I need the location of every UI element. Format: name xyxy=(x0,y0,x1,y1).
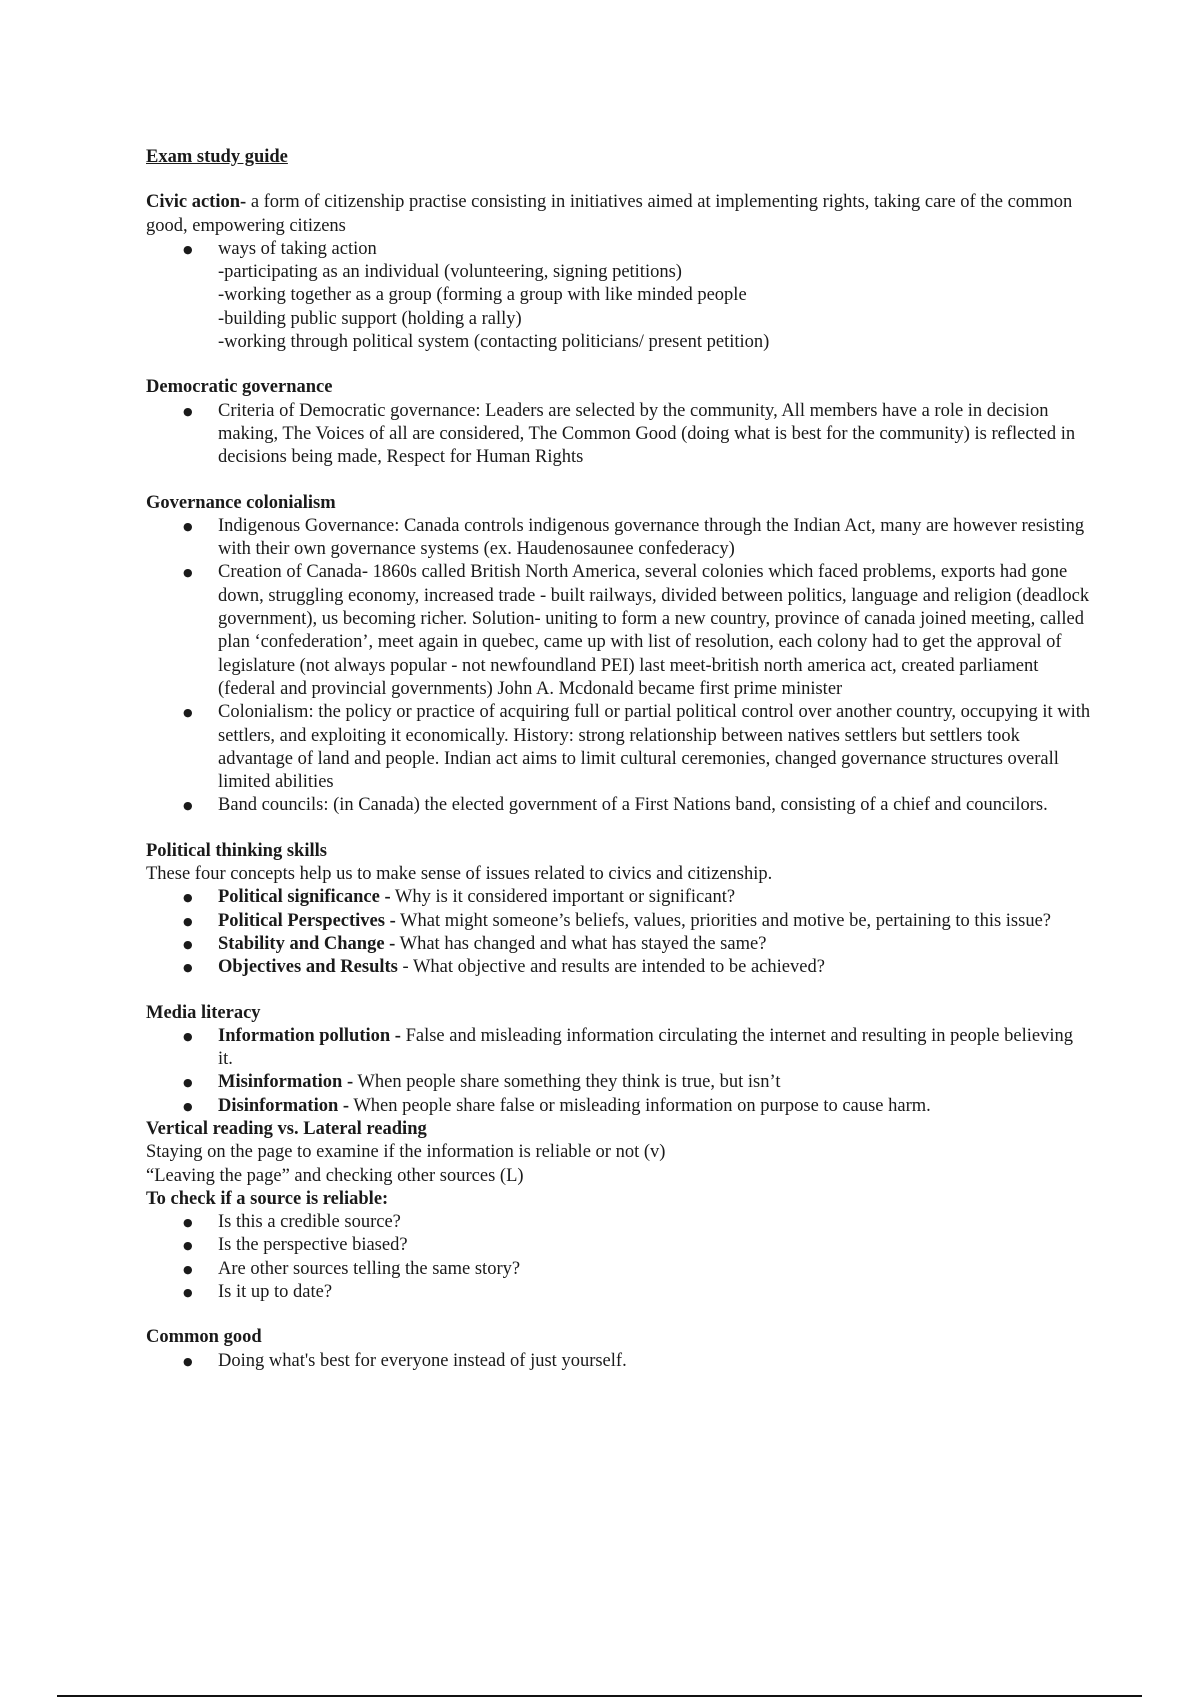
section-heading: Governance colonialism xyxy=(146,492,336,513)
list-item xyxy=(146,1095,1091,1118)
governance-colonialism-list xyxy=(146,515,1091,818)
term-label: Information pollution - xyxy=(218,1025,401,1046)
term-text: - What objective and results are intended to be achieved? xyxy=(397,957,825,978)
section-heading: Common good xyxy=(146,1327,262,1348)
civic-action-definition xyxy=(146,191,1091,238)
political-thinking-list xyxy=(146,886,1091,979)
list-item xyxy=(146,956,1091,979)
list-item: ● Colonialism: the policy or practice of acquiring full or partial political control over another country, occupying it with settlers, and exploiting it economically. History: strong relationship between natives settlers but settlers took advantage of land and people. Indian act aims to limit cultural ceremonies, changed governance structures overall limited abilities xyxy=(146,701,1091,794)
term-label: Misinformation - xyxy=(218,1072,354,1093)
list-item xyxy=(146,910,1091,933)
list-item: ● Band councils: (in Canada) the elected government of a First Nations band, consisting of a chief and councilors. xyxy=(146,794,1091,817)
list-item: ● ways of taking action xyxy=(146,238,1091,261)
section-media-literacy xyxy=(146,1002,1091,1305)
list-item xyxy=(146,1071,1091,1094)
list-item xyxy=(146,1025,1091,1072)
list-item: ● Is this a credible source? xyxy=(146,1211,1091,1234)
term-label: Political Perspectives - xyxy=(218,910,396,931)
sub-item: -working through political system (contacting politicians/ present petition) xyxy=(218,332,770,353)
media-literacy-list xyxy=(146,1025,1091,1118)
term-text: When people share false or misleading information on purpose to cause harm. xyxy=(349,1095,931,1116)
section-common-good xyxy=(146,1326,1091,1373)
common-good-list xyxy=(146,1350,1091,1373)
list-item: ● Are other sources telling the same story? xyxy=(146,1258,1091,1281)
civic-action-text: a form of citizenship practise consisting in initiatives aimed at implementing rights, taking care of the common good, empowering citizens xyxy=(146,192,1073,236)
civic-action-term: Civic action- xyxy=(146,192,247,213)
subsection-heading: To check if a source is reliable: xyxy=(146,1188,389,1209)
section-governance-colonialism xyxy=(146,492,1091,818)
term-label: Objectives and Results xyxy=(218,957,398,978)
section-democratic-governance xyxy=(146,376,1091,469)
sub-item: -participating as an individual (volunteering, signing petitions) xyxy=(218,262,682,283)
section-heading: Media literacy xyxy=(146,1002,261,1023)
text-line: Staying on the page to examine if the information is reliable or not (v) xyxy=(146,1142,666,1163)
text-line: “Leaving the page” and checking other sources (L) xyxy=(146,1165,524,1186)
sub-item: -working together as a group (forming a group with like minded people xyxy=(218,285,747,306)
document-page xyxy=(146,146,1091,1373)
civic-action-list xyxy=(146,238,1091,261)
section-heading: Democratic governance xyxy=(146,377,333,398)
term-label: Disinformation - xyxy=(218,1095,350,1116)
sub-item: -building public support (holding a rally) xyxy=(218,308,522,329)
list-item: ● Creation of Canada- 1860s called British North America, several colonies which faced problems, exports had gone down, struggling economy, increased trade - built railways, divided between politics, language and religion (deadlock government), us becoming richer. Solution- uniting to form a new country, province of canada joined meeting, called plan ‘confederation’, meet again in quebec, came up with list of resolution, each colony had to get the approval of legislature (not always popular - not newfoundland PEI) last meet-british north america act, created parliament (federal and provincial governments) John A. Mcdonald became first prime minister xyxy=(146,561,1091,701)
term-label: Stability and Change - xyxy=(218,933,396,954)
list-item: ● Indigenous Governance: Canada controls indigenous governance through the Indian Act, many are however resisting with their own governance systems (ex. Haudenosaunee confederacy) xyxy=(146,515,1091,562)
term-text: What has changed and what has stayed the same? xyxy=(395,933,767,954)
term-text: When people share something they think is true, but isn’t xyxy=(353,1072,781,1093)
section-political-thinking xyxy=(146,840,1091,980)
term-text: False and misleading information circulating the internet and resulting in people believing it. xyxy=(218,1025,1073,1070)
democratic-governance-list xyxy=(146,400,1091,470)
subsection-heading: Vertical reading vs. Lateral reading xyxy=(146,1118,427,1139)
list-item xyxy=(146,886,1091,909)
list-item: ● Is it up to date? xyxy=(146,1281,1091,1304)
section-civic-action xyxy=(146,191,1091,354)
document-title: Exam study guide xyxy=(146,147,288,167)
list-item: ● Is the perspective biased? xyxy=(146,1234,1091,1257)
term-label: Political significance - xyxy=(218,887,391,908)
section-heading: Political thinking skills xyxy=(146,840,327,861)
term-text: Why is it considered important or significant? xyxy=(390,887,736,908)
list-item: ● Doing what's best for everyone instead of just yourself. xyxy=(146,1350,1091,1373)
list-item: ● Criteria of Democratic governance: Leaders are selected by the community, All members have a role in decision making, The Voices of all are considered, The Common Good (doing what is best for the community) is reflected in decisions being made, Respect for Human Rights xyxy=(146,400,1091,470)
source-check-list xyxy=(146,1211,1091,1304)
term-text: What might someone’s beliefs, values, priorities and motive be, pertaining to this issue? xyxy=(395,910,1052,931)
section-intro: These four concepts help us to make sense of issues related to civics and citizenship. xyxy=(146,864,773,885)
list-item xyxy=(146,933,1091,956)
footer-divider xyxy=(57,1695,1142,1697)
